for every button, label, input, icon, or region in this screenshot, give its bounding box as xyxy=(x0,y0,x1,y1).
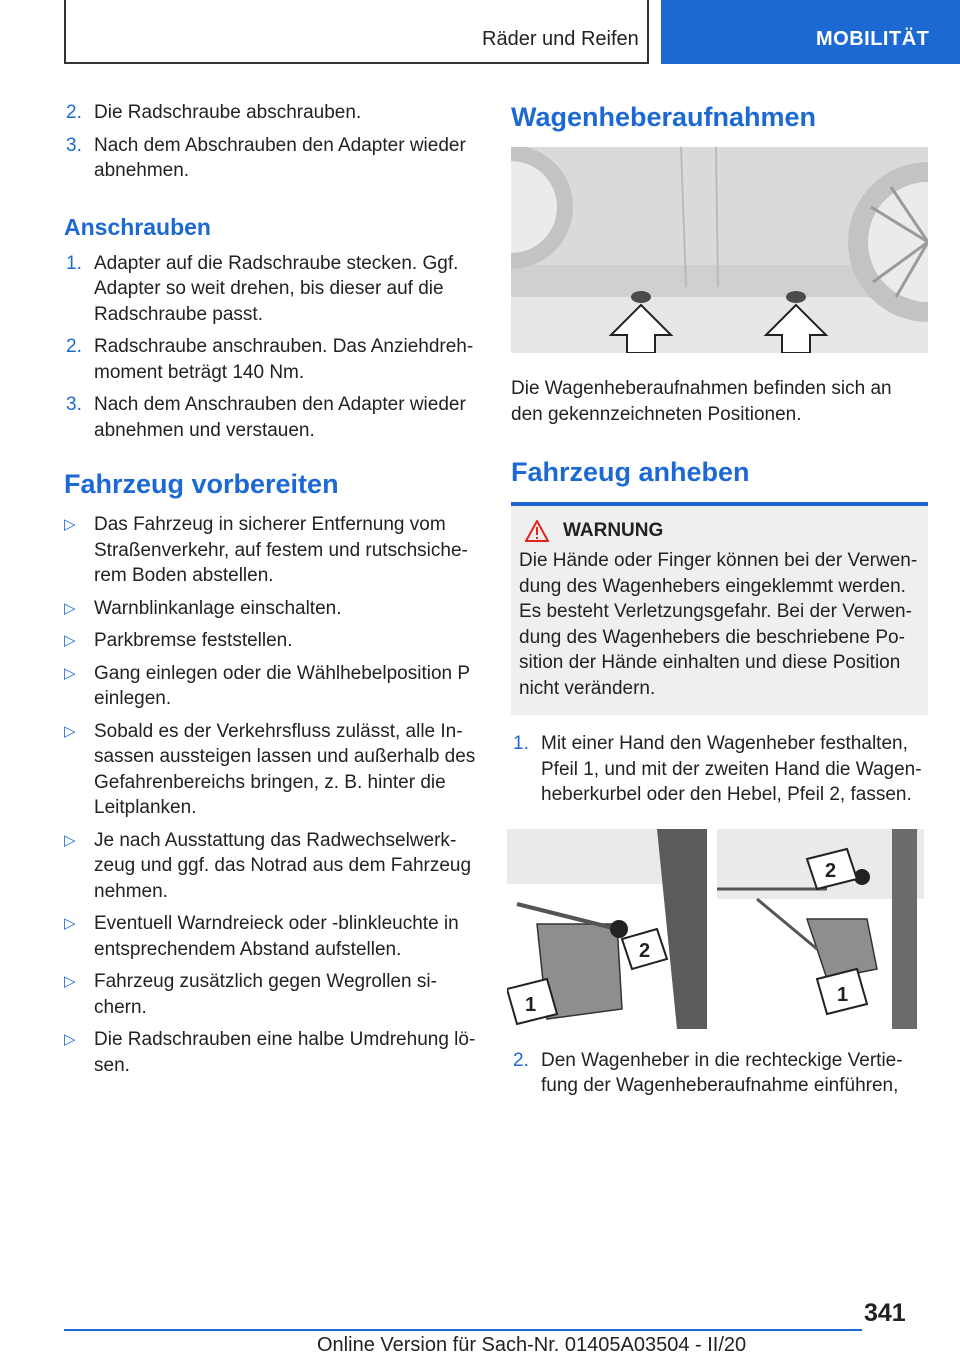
step-number: 2. xyxy=(66,336,82,357)
footer-divider xyxy=(64,1329,862,1331)
step-item xyxy=(511,1048,928,1099)
list-item xyxy=(64,596,476,622)
heading-wagenheberaufnahmen: Wagenheberaufnahmen xyxy=(511,102,817,132)
step-text: Nach dem Anschrauben den Adapter wieder abnehmen und verstauen. xyxy=(94,394,466,441)
svg-text:2: 2 xyxy=(825,859,837,882)
step-item xyxy=(64,100,476,126)
step-number: 3. xyxy=(66,394,82,415)
right-column xyxy=(511,100,928,1106)
header-section-title: Räder und Reifen xyxy=(482,28,639,50)
step-item xyxy=(64,392,476,443)
jack-points-caption: Die Wagenheberaufnahmen befinden sich an den gekennzeichneten Positionen. xyxy=(511,378,892,425)
list-item xyxy=(64,969,476,1020)
step-text: Mit einer Hand den Wagenheber festhalten, Pfeil 1, und mit der zweiten Hand die Wagenheberkurbel oder den Hebel, Pfeil 2, fassen. xyxy=(541,733,922,805)
triangle-bullet-icon: ▷ xyxy=(64,632,76,649)
step-item xyxy=(64,251,476,328)
list-item xyxy=(64,719,476,821)
left-column xyxy=(64,100,476,1085)
warning-title-text: WARNUNG xyxy=(563,520,664,541)
list-item-text: Das Fahrzeug in sicherer Entfernung vom Straßenverkehr, auf festem und rutschsicherem Boden abstellen. xyxy=(94,514,468,586)
triangle-bullet-icon: ▷ xyxy=(64,1031,76,1048)
list-item-text: Die Radschrauben eine halbe Umdrehung lösen. xyxy=(94,1029,476,1076)
triangle-bullet-icon: ▷ xyxy=(64,664,76,682)
step-text: Adapter auf die Radschraube stecken. Ggf. Adapter so weit drehen, bis dieser auf die Radschraube passt. xyxy=(94,252,459,325)
header-chapter-tab[interactable] xyxy=(661,0,960,64)
triangle-bullet-icon: ▷ xyxy=(64,973,76,990)
list-item-text: Parkbremse feststellen. xyxy=(94,630,293,651)
step-number: 2. xyxy=(513,1049,529,1071)
list-item xyxy=(64,911,476,962)
list-item xyxy=(64,1027,476,1078)
jack-points-illustration xyxy=(511,147,928,353)
heading-anschrauben: Anschrauben xyxy=(64,213,211,240)
list-item-text: Warnblinkanlage einschalten. xyxy=(94,597,342,619)
list-item xyxy=(64,512,476,589)
step-number: 3. xyxy=(66,134,82,156)
step-text: Die Radschraube abschrauben. xyxy=(94,102,362,123)
list-item-text: Gang einlegen oder die Wählhebelposition P einlegen. xyxy=(94,662,470,709)
list-item-text: Fahrzeug zusätzlich gegen Wegrollen sichern. xyxy=(94,971,437,1018)
header-chapter-label: MOBILITÄT xyxy=(816,28,930,50)
list-item-text: Je nach Ausstattung das Radwechselwerkzeug und ggf. das Notrad aus dem Fahrzeug nehmen. xyxy=(94,829,472,902)
page-number: 341 xyxy=(864,1299,906,1327)
svg-text:1: 1 xyxy=(837,983,849,1006)
jack-left-panel xyxy=(507,829,707,1029)
triangle-bullet-icon: ▷ xyxy=(64,831,76,849)
jack-handling-illustration xyxy=(507,829,924,1029)
warning-title xyxy=(525,520,920,542)
step-number: 1. xyxy=(66,252,82,274)
step-item xyxy=(64,334,476,385)
list-item-text: Sobald es der Verkehrsfluss zulässt, alle Insassen aussteigen lassen und außerhalb des Gefahrenbereichs bringen, z. B. hinter die Leitplanken. xyxy=(94,720,476,818)
step-number: 1. xyxy=(513,733,529,754)
warning-triangle-icon xyxy=(525,520,549,542)
triangle-bullet-icon: ▷ xyxy=(64,915,76,932)
warning-box xyxy=(511,506,928,715)
step-text: Nach dem Abschrauben den Adapter wieder abnehmen. xyxy=(94,134,466,181)
list-item-text: Eventuell Warndreieck oder -blinkleuchte in entsprechendem Abstand aufstellen. xyxy=(94,913,459,960)
list-item xyxy=(64,628,476,654)
svg-text:1: 1 xyxy=(525,993,537,1016)
footer-online-version: Online Version für Sach-Nr. 01405A03504 - II/20 xyxy=(317,1334,747,1356)
step-text: Radschraube anschrauben. Das Anziehdrehmoment beträgt 140 Nm. xyxy=(94,336,474,383)
triangle-bullet-icon: ▷ xyxy=(64,516,76,533)
heading-fahrzeug-vorbereiten: Fahrzeug vorbereiten xyxy=(64,469,339,499)
step-item xyxy=(64,133,476,184)
triangle-bullet-icon: ▷ xyxy=(64,599,76,617)
step-item xyxy=(511,731,928,808)
heading-fahrzeug-anheben: Fahrzeug anheben xyxy=(511,457,750,487)
list-item xyxy=(64,828,476,905)
step-number: 2. xyxy=(66,102,82,123)
triangle-bullet-icon: ▷ xyxy=(64,722,76,740)
svg-text:2: 2 xyxy=(639,939,651,962)
step-text: Den Wagenheber in die rechteckige Vertiefung der Wagenheberaufnahme einführen, xyxy=(541,1049,903,1096)
warning-text: Die Hände oder Finger können bei der Verwendung des Wagenhebers eingeklemmt werden. Es besteht Verletzungsgefahr. Bei der Verwendung des Wagenhebers die beschriebene Position der Hände einhalten und diese Position nicht verändern. xyxy=(519,550,918,699)
list-item xyxy=(64,661,476,712)
